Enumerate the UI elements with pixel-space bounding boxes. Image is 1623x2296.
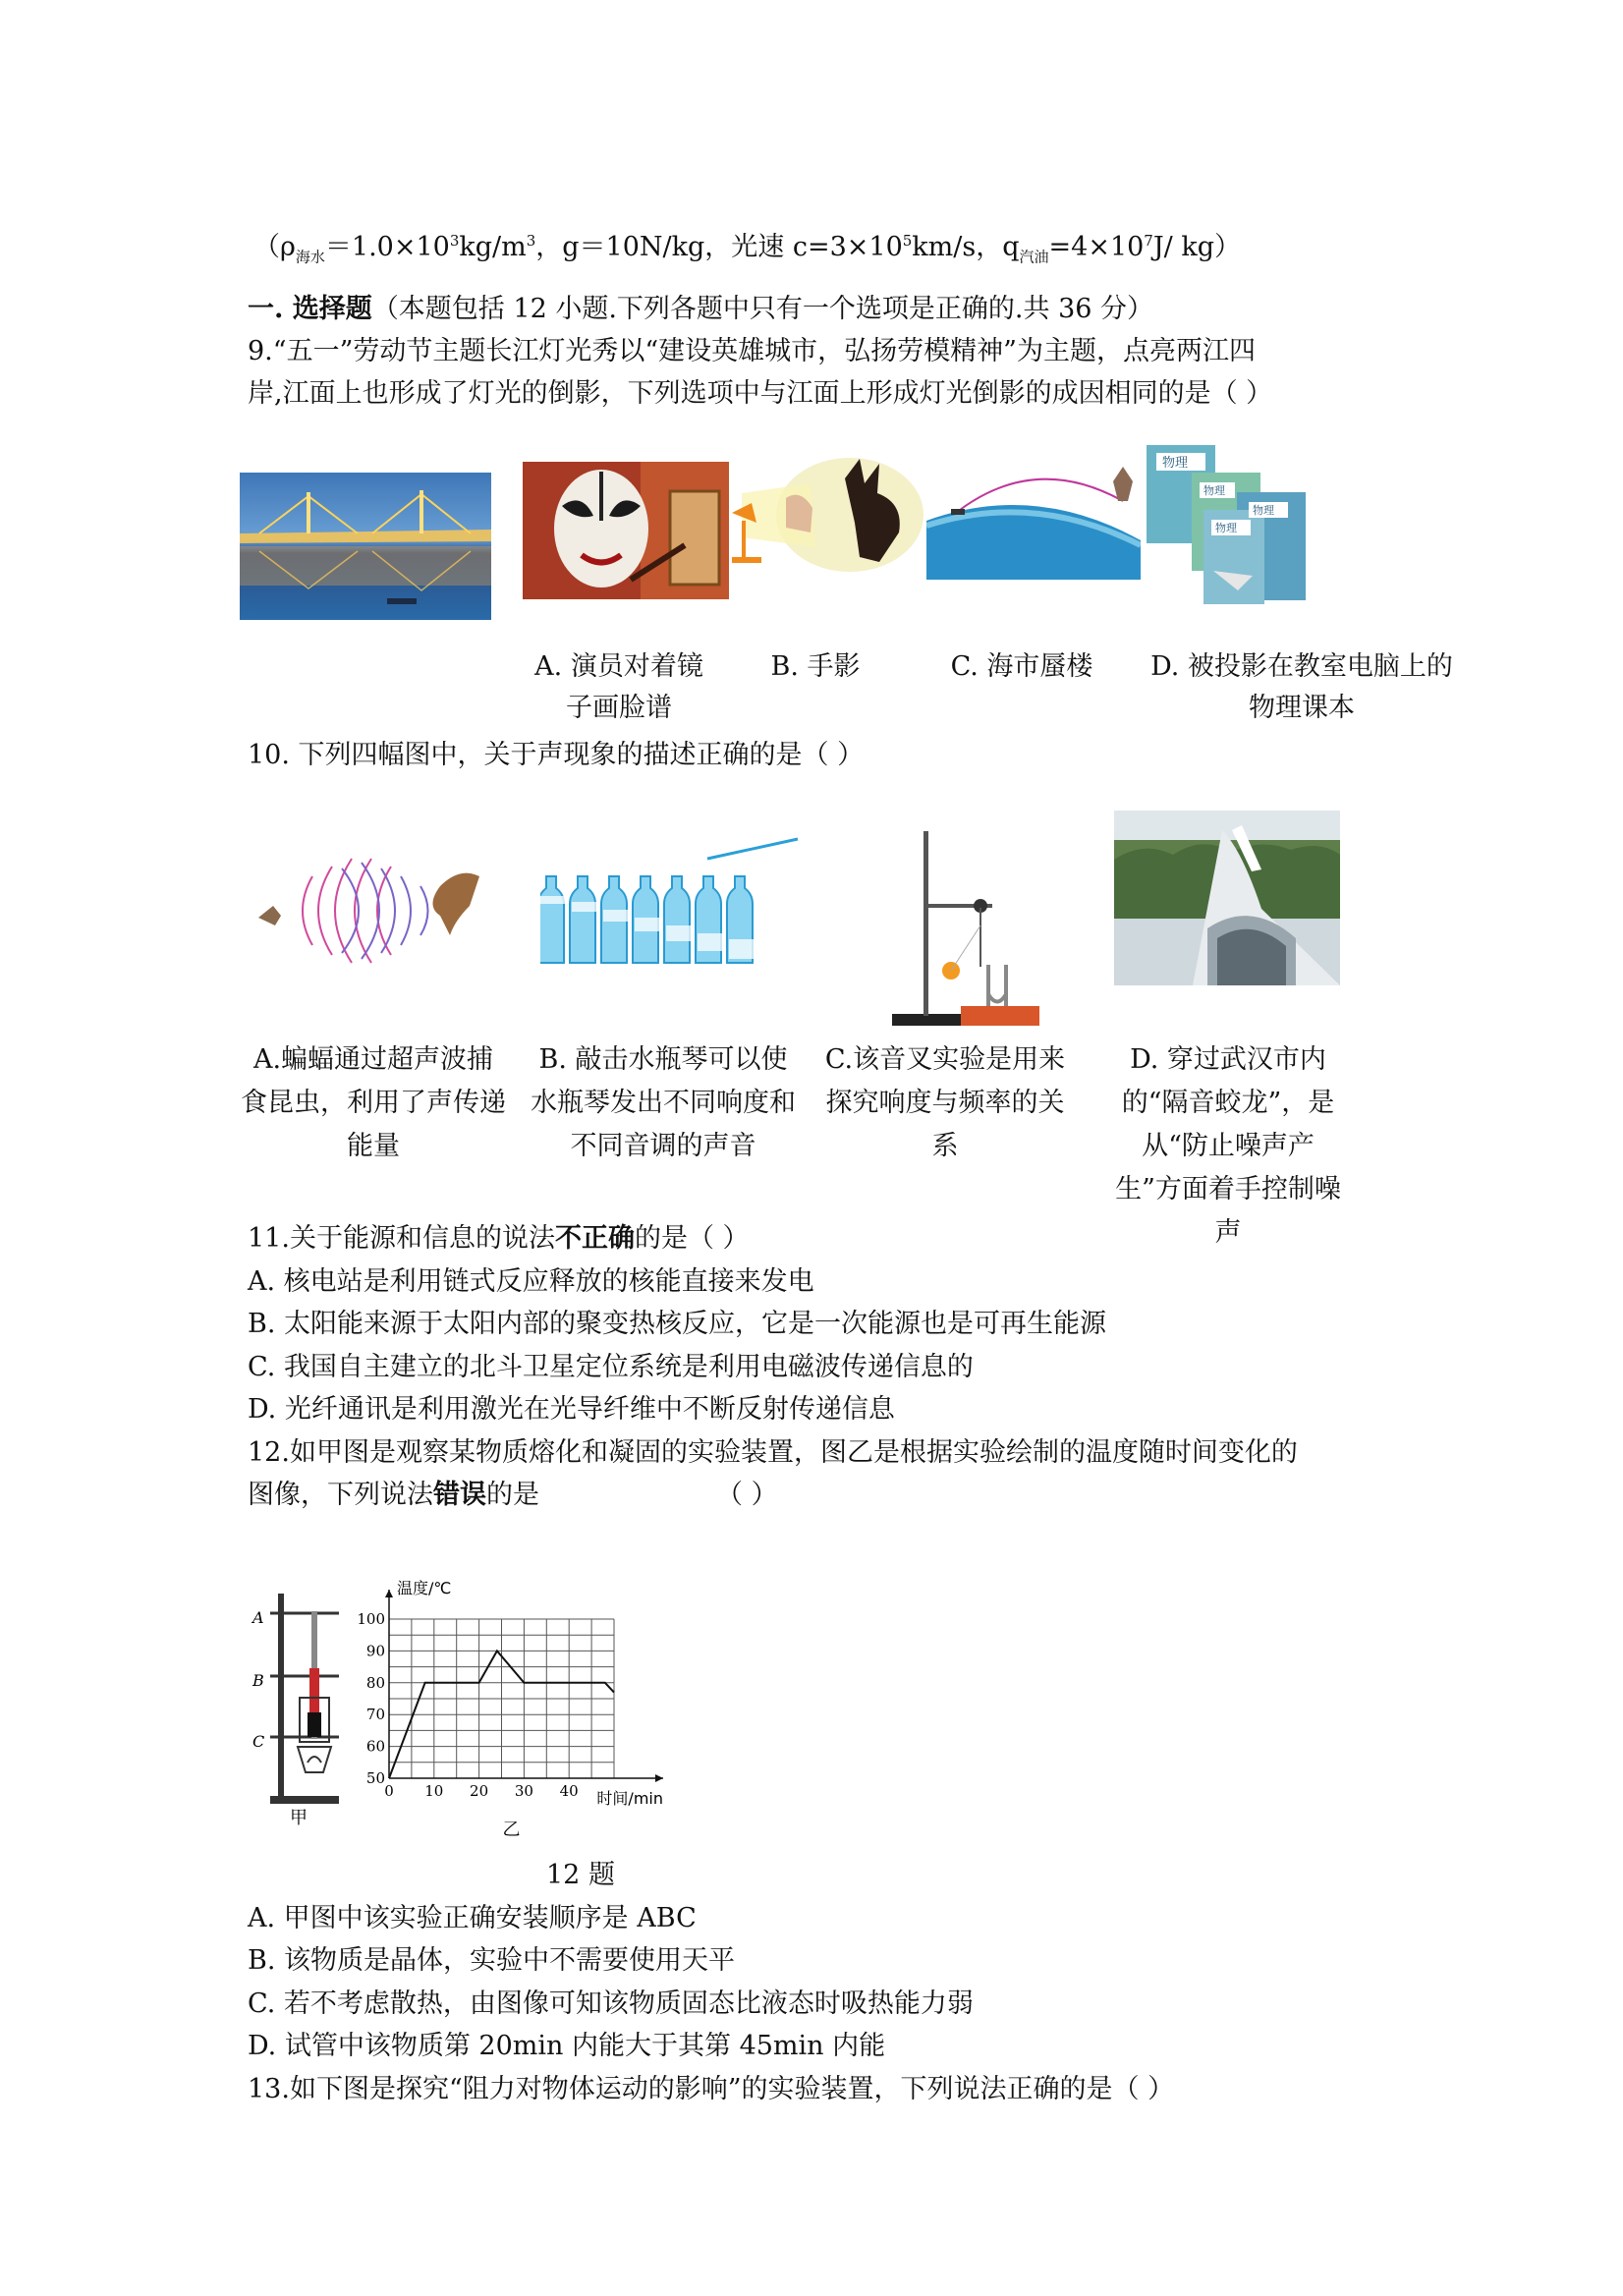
y-axis-label: 温度/℃ xyxy=(397,1579,452,1597)
y-tick-label: 80 xyxy=(365,1673,385,1692)
textbook-cover-label: 物理 xyxy=(1162,456,1189,471)
y-tick-label: 100 xyxy=(357,1610,385,1628)
q12-figure-caption: 12 题 xyxy=(546,1860,615,1890)
mirage-photo xyxy=(926,462,1141,580)
textbook-cover-label: 物理 xyxy=(1253,504,1274,517)
q12-option-d: D. 试管中该物质第 20min 内能大于其第 45min 内能 xyxy=(248,2031,886,2061)
q9-stem-line2: 岸,江面上也形成了灯光的倒影，下列选项中与江面上形成灯光倒影的成因相同的是（ ） xyxy=(248,378,1273,409)
q10-stem: 10. 下列四幅图中，关于声现象的描述正确的是（ ） xyxy=(248,740,865,770)
q9-option-d: D. 被投影在教室电脑上的物理课本 xyxy=(1150,651,1453,723)
q12-stem-line1: 12.如甲图是观察某物质熔化和凝固的实验装置，图乙是根据实验绘制的温度随时间变化的 xyxy=(248,1437,1298,1468)
soundproof-tunnel-photo xyxy=(1114,811,1340,985)
melting-apparatus-figure xyxy=(251,1590,359,1825)
q11-option-d: D. 光纤通讯是利用激光在光导纤维中不断反射传递信息 xyxy=(248,1394,895,1425)
q11-option-b: B. 太阳能来源于太阳内部的聚变热核反应，它是一次能源也是可再生能源 xyxy=(248,1309,1107,1339)
q10-option-a: A.蝙蝠通过超声波捕食昆虫，利用了声传递能量 xyxy=(241,1044,506,1161)
q9-option-a: A. 演员对着镜子画脸谱 xyxy=(534,651,703,723)
x-tick-label: 0 xyxy=(384,1782,394,1800)
q12-option-c: C. 若不考虑散热，由图像可知该物质固态比液态时吸热能力弱 xyxy=(248,1988,974,2019)
q10-option-b: B. 敲击水瓶琴可以使水瓶琴发出不同响度和不同音调的声音 xyxy=(531,1044,796,1161)
temperature-time-chart xyxy=(354,1572,727,1847)
y-tick-label: 50 xyxy=(365,1769,385,1787)
water-bottle-xylophone-figure xyxy=(540,837,806,975)
q9-stem-line1: 9.“五一”劳动节主题长江灯光秀以“建设英雄城市，弘扬劳模精神”为主题，点亮两江四 xyxy=(248,336,1256,366)
q12-option-a: A. 甲图中该实验正确安装顺序是 ABC xyxy=(248,1903,697,1933)
q11-option-c: C. 我国自主建立的北斗卫星定位系统是利用电磁波传递信息的 xyxy=(248,1352,974,1382)
q9-option-b: B. 手影 xyxy=(770,651,861,682)
q13-stem: 13.如下图是探究“阻力对物体运动的影响”的实验装置，下列说法正确的是（ ） xyxy=(248,2074,1175,2104)
apparatus-label-c: C xyxy=(252,1732,265,1751)
bat-ultrasound-figure xyxy=(253,847,485,975)
apparatus-label-a: A xyxy=(252,1608,264,1627)
apparatus-label-b: B xyxy=(252,1671,264,1690)
temperature-time-chart-svg xyxy=(354,1572,727,1847)
hand-shadow-photo xyxy=(732,454,923,580)
x-tick-label: 40 xyxy=(559,1782,579,1800)
constants-line: （$\rho_{海水}=1.0\times 10^3kg/m^3$，g＝10N/kg，光速 $c=3\times 10^5km/s$，$q_{汽油}=4\times 10^7J/$ kg） xyxy=(253,232,1241,266)
x-tick-label: 10 xyxy=(424,1782,444,1800)
q12-option-b: B. 该物质是晶体，实验中不需要使用天平 xyxy=(248,1945,736,1976)
q9-option-c: C. 海市蜃楼 xyxy=(950,651,1093,682)
y-tick-label: 60 xyxy=(365,1737,385,1756)
x-tick-label: 20 xyxy=(470,1782,489,1800)
x-axis-label: 时间/min xyxy=(596,1789,663,1808)
textbook-cover-label: 物理 xyxy=(1215,522,1237,534)
tuning-fork-apparatus-figure xyxy=(884,827,1051,1034)
apparatus-caption: 甲 xyxy=(290,1808,308,1825)
q12-stem-line2: 图像，下列说法错误的是 （ ） xyxy=(248,1480,778,1510)
physics-textbook-photo xyxy=(1145,443,1310,608)
q10-option-c: C.该音叉实验是用来探究响度与频率的关系 xyxy=(824,1044,1066,1161)
q10-option-d: D. 穿过武汉市内的“隔音蛟龙”，是从“防止噪声产生”方面着手控制噪声 xyxy=(1115,1044,1341,1248)
y-tick-label: 90 xyxy=(365,1642,385,1660)
q11-stem: 11.关于能源和信息的说法不正确的是（ ） xyxy=(248,1223,750,1254)
x-tick-label: 30 xyxy=(514,1782,533,1800)
y-axis-arrow xyxy=(385,1590,393,1597)
chart-caption: 乙 xyxy=(502,1820,521,1840)
river-light-show-photo xyxy=(240,473,491,620)
x-axis-arrow xyxy=(655,1774,663,1782)
y-tick-label: 70 xyxy=(365,1706,385,1724)
textbook-cover-label: 物理 xyxy=(1203,484,1225,497)
actor-mirror-photo xyxy=(523,462,729,599)
q11-option-a: A. 核电站是利用链式反应释放的核能直接来发电 xyxy=(248,1266,814,1297)
section-heading: 一. 选择题（本题包括 12 小题.下列各题中只有一个选项是正确的.共 36 分） xyxy=(248,294,1154,324)
